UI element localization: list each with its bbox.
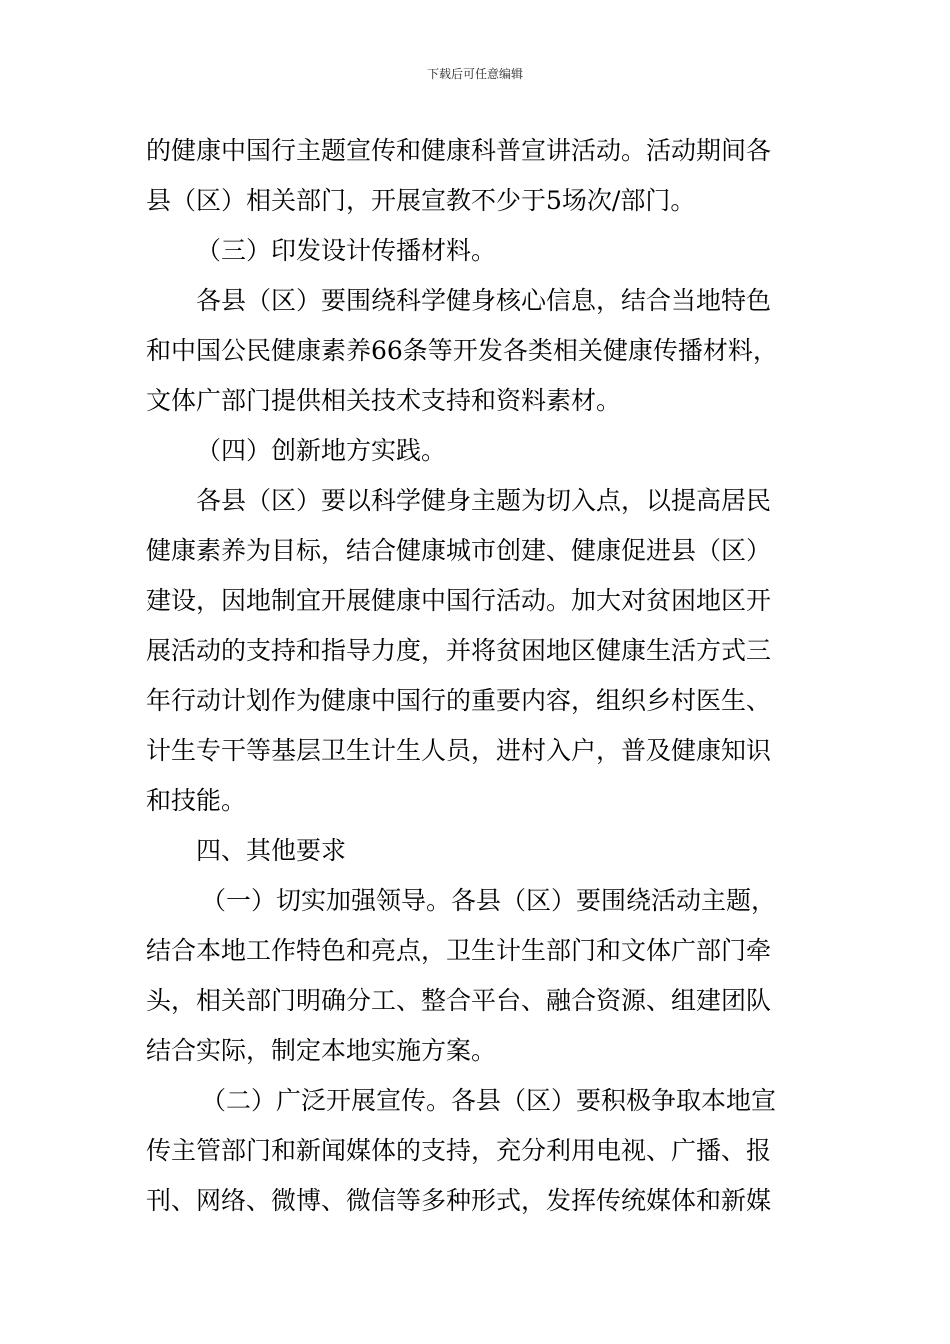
text-line: 文体广部门提供相关技术支持和资料素材。 [146,386,622,415]
text-line: 和中国公民健康素养66条等开发各类相关健康传播材料， [146,336,778,365]
text-line: 结合本地工作特色和亮点，卫生计生部门和文体广部门牵 [146,936,772,965]
text-line: 各县（区）要围绕科学健身核心信息，结合当地特色 [196,286,772,315]
text-line: 和技能。 [146,786,247,815]
text-line: （一）切实加强领导。各县（区）要围绕活动主题， [201,886,777,915]
text-line: 计生专干等基层卫生计生人员，进村入户，普及健康知识 [146,736,772,765]
text-line: 传主管部门和新闻媒体的支持，充分利用电视、广播、报 [146,1136,772,1165]
text-line: 的健康中国行主题宣传和健康科普宣讲活动。活动期间各 [146,136,772,165]
text-line: 展活动的支持和指导力度，并将贫困地区健康生活方式三 [146,636,772,665]
text-line: 建设，因地制宜开展健康中国行活动。加大对贫困地区开 [146,586,772,615]
text-line: 健康素养为目标，结合健康城市创建、健康促进县（区） [146,536,772,565]
text-line: 各县（区）要以科学健身主题为切入点，以提高居民 [196,486,772,515]
text-line: 县（区）相关部门，开展宣教不少于5场次/部门。 [146,186,696,215]
text-line: （二）广泛开展宣传。各县（区）要积极争取本地宣 [201,1086,777,1115]
text-line: 结合实际，制定本地实施方案。 [146,1036,497,1065]
text-line: 头，相关部门明确分工、整合平台、融合资源、组建团队 [146,986,772,1015]
section-heading: （三）印发设计传播材料。 [196,236,497,265]
section-heading: 四、其他要求 [196,836,347,865]
text-line: 刊、网络、微博、微信等多种形式，发挥传统媒体和新媒 [146,1186,772,1215]
text-line: 年行动计划作为健康中国行的重要内容，组织乡村医生、 [146,686,772,715]
page-header: 下载后可任意编辑 [426,67,523,81]
document-body [146,126,816,1226]
section-heading: （四）创新地方实践。 [196,436,447,465]
